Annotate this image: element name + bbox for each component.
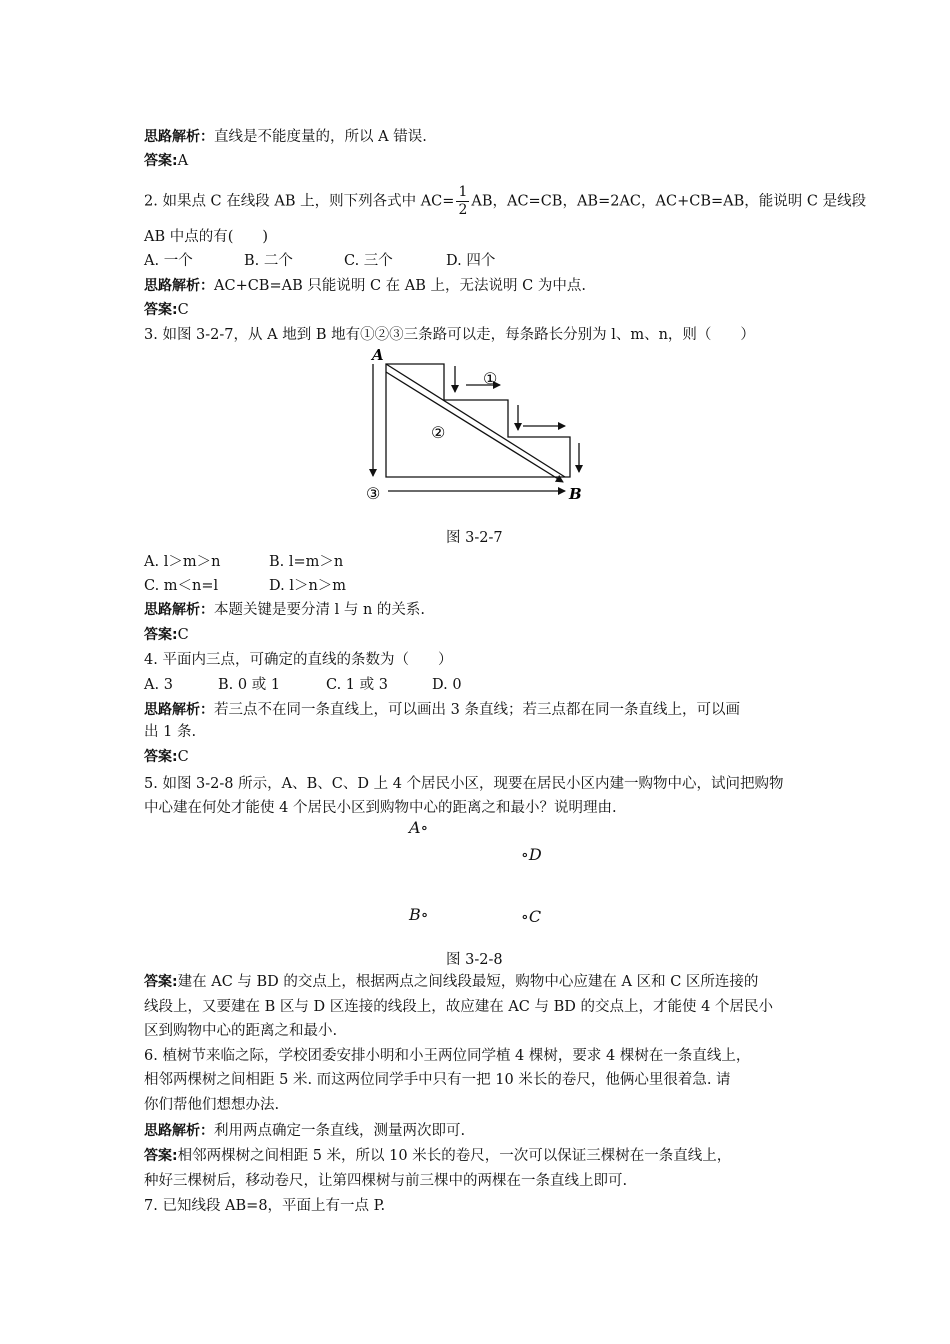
q6-stem-line1: 6. 植树节来临之际，学校团委安排小明和小王两位同学植 4 棵树，要求 4 棵树在一条直线上， bbox=[144, 1048, 751, 1064]
figure-caption-3-2-7: 图 3-2-7 bbox=[446, 530, 503, 546]
q5-stem-line1: 5. 如图 3-2-8 所示，A、B、C、D 上 4 个居民小区，现要在居民小区内建一购物中心，试问把购物 bbox=[144, 776, 784, 792]
route-1-label: ① bbox=[483, 369, 498, 388]
point-b: B∘ bbox=[409, 905, 429, 924]
q4-options: A. 3 B. 0 或 1 C. 1 或 3 D. 0 bbox=[144, 677, 462, 693]
point-a: A∘ bbox=[409, 818, 429, 837]
q7-stem: 7. 已知线段 AB=8，平面上有一点 P. bbox=[144, 1198, 386, 1214]
point-b-label: B bbox=[569, 485, 582, 503]
q2-answer: 答案:C bbox=[144, 302, 189, 318]
q5-answer-line1: 答案:建在 AC 与 BD 的交点上，根据两点之间线段最短，购物中心应建在 A 区和 C 区所连接的 bbox=[144, 974, 759, 990]
q6-stem-line2: 相邻两棵树之间相距 5 米. 而这两位同学手中只有一把 10 米长的卷尺，他俩心里很着急. 请 bbox=[144, 1072, 731, 1088]
point-d: ∘D bbox=[521, 845, 542, 864]
q6-analysis: 思路解析：利用两点确定一条直线，测量两次即可. bbox=[144, 1123, 466, 1139]
q4-stem: 4. 平面内三点，可确定的直线的条数为（ ） bbox=[144, 652, 453, 668]
q2-stem-line2: AB 中点的有( ) bbox=[144, 229, 269, 245]
q2-options: A. 一个 B. 二个 C. 三个 D. 四个 bbox=[144, 253, 496, 269]
point-a-label: A bbox=[372, 346, 384, 364]
route-2-arrow bbox=[386, 372, 563, 482]
q6-answer-line1: 答案:相邻两棵树之间相距 5 米，所以 10 米长的卷尺，一次可以保证三棵树在一条直线上， bbox=[144, 1148, 732, 1164]
q6-answer-line2: 种好三棵树后，移动卷尺，让第四棵树与前三棵中的两棵在一条直线上即可. bbox=[144, 1173, 628, 1189]
q3-answer: 答案:C bbox=[144, 627, 189, 643]
q5-answer-line3: 区到购物中心的距离之和最小. bbox=[144, 1023, 338, 1039]
figure-3-2-7 bbox=[355, 340, 595, 505]
q1-answer: 答案:A bbox=[144, 153, 189, 169]
q6-stem-line3: 你们帮他们想想办法. bbox=[144, 1097, 280, 1113]
q5-stem-line2: 中心建在何处才能使 4 个居民小区到购物中心的距离之和最小？说明理由. bbox=[144, 800, 617, 816]
q5-answer-line2: 线段上，又要建在 B 区与 D 区连接的线段上，故应建在 AC 与 BD 的交点上，才能使 4 个居民小 bbox=[144, 999, 773, 1015]
fraction-one-half: $\frac{1}{2}$ bbox=[458, 184, 468, 218]
q3-options-row2: C. m＜n=l D. l＞n＞m bbox=[144, 578, 347, 594]
q3-options-row1: A. l＞m＞n B. l=m＞n bbox=[144, 554, 344, 570]
q2-stem: 2. 如果点 C 在线段 AB 上，则下列各式中 AC= $\frac{1}{2}$ AB，AC=CB，AB=2AC，AC+CB=AB，能说明 C 是线段 bbox=[144, 184, 867, 218]
route-3-label: ③ bbox=[366, 484, 381, 503]
q4-analysis: 思路解析：若三点不在同一条直线上，可以画出 3 条直线；若三点都在同一条直线上，可以画 bbox=[144, 702, 740, 718]
q2-analysis: 思路解析：AC+CB=AB 只能说明 C 在 AB 上，无法说明 C 为中点. bbox=[144, 278, 586, 294]
figure-caption-3-2-8: 图 3-2-8 bbox=[446, 952, 503, 968]
q3-analysis: 思路解析：本题关键是要分清 l 与 n 的关系. bbox=[144, 602, 426, 618]
q1-analysis: 思路解析：直线是不能度量的，所以 A 错误. bbox=[144, 129, 427, 145]
route-2-line bbox=[386, 364, 565, 477]
point-c: ∘C bbox=[521, 907, 542, 926]
q4-analysis-line2: 出 1 条. bbox=[144, 724, 197, 740]
q4-answer: 答案:C bbox=[144, 749, 189, 765]
route-2-label: ② bbox=[431, 423, 446, 442]
q3-stem: 3. 如图 3-2-7，从 A 地到 B 地有①②③三条路可以走，每条路长分别为 l、m、n，则（ ） bbox=[144, 327, 755, 343]
